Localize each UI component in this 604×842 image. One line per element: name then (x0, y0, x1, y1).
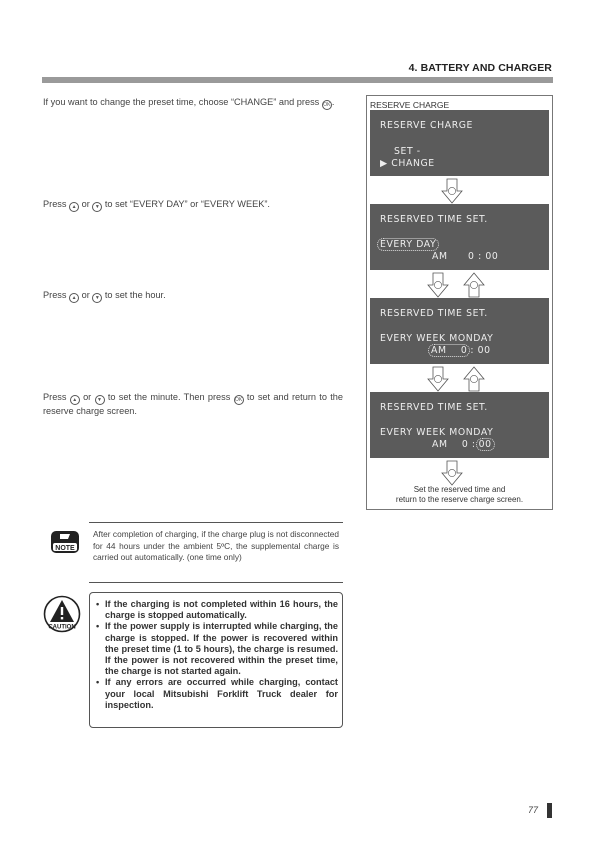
step-text: to set the minute. Then press (104, 392, 234, 402)
screen-line: 0 : 00 (468, 251, 499, 262)
panel-caption (367, 485, 552, 505)
step-3 (43, 289, 343, 303)
display-screen-minute (370, 392, 549, 458)
caution-list (96, 599, 338, 711)
caution-item: • If any errors are occurred while charging, contact your local Mitsubishi Forklift Truck dealer for inspection. (96, 677, 338, 711)
note-box (89, 522, 343, 583)
screen-line: RESERVED TIME SET. (380, 308, 488, 319)
svg-text:NOTE: NOTE (55, 545, 75, 552)
step-text: or (79, 199, 93, 209)
step-text: to set “EVERY DAY” or “EVERY WEEK”. (102, 199, 270, 209)
display-screen-every-day (370, 204, 549, 270)
caution-icon (43, 595, 81, 633)
header-divider (42, 77, 553, 83)
step-text: Press (43, 199, 70, 209)
up-button-icon: ▲ (70, 395, 80, 405)
ok-button-icon: OK (234, 397, 243, 403)
down-arrow-ok-icon (427, 272, 449, 298)
caption-line: return to the reserve charge screen. (395, 495, 524, 504)
display-screen-reserve-charge (370, 110, 549, 176)
screen-line: RESERVE CHARGE (380, 120, 474, 131)
up-button-icon: ▲ (69, 293, 79, 303)
screen-line: RESERVED TIME SET. (380, 214, 488, 225)
step-text: to set the hour. (102, 290, 166, 300)
caption-line: Set the reserved time and (413, 485, 506, 494)
reserve-charge-panel (366, 95, 553, 510)
page-number: 77 (528, 805, 539, 815)
screen-line: 0 : (461, 439, 476, 450)
screen-selection: 00 (476, 438, 495, 451)
caution-item: • If the power supply is interrupted while charging, the charge is stopped. If the power is recovered within the preset time (1 to 5 hours), the charge is resumed. If the power is not recovered within the preset time, the charge is not started again. (96, 621, 338, 677)
caution-box (89, 592, 343, 728)
down-arrow-ok-icon (441, 460, 463, 486)
down-button-icon: ▼ (92, 202, 102, 212)
step-1 (43, 96, 343, 110)
step-4 (43, 391, 343, 417)
note-icon (50, 530, 80, 554)
screen-selection: 0 (460, 345, 468, 356)
up-arrow-cancel-icon (463, 366, 485, 392)
step-text: or (79, 392, 95, 402)
screen-line: ▶ CHANGE (380, 158, 435, 169)
step-text: Press (43, 392, 70, 402)
step-text: Press (43, 290, 70, 300)
screen-am: AM (432, 439, 448, 450)
note-text: After completion of charging, if the charge plug is not disconnected for 44 hours under the ambient 5ºC, the supplemental charge is carried out automatically. (one time only) (93, 529, 339, 562)
down-button-icon: ▼ (95, 395, 105, 405)
section-title: 4. BATTERY AND CHARGER (408, 62, 552, 74)
page-marker (547, 803, 552, 818)
display-screen-hour (370, 298, 549, 364)
up-button-icon: ▲ (69, 202, 79, 212)
down-button-icon: ▼ (92, 293, 102, 303)
down-arrow-ok-icon (441, 178, 463, 204)
caution-item: • If the charging is not completed within 16 hours, the charge is stopped automatically. (96, 599, 338, 621)
step-text: If you want to change the preset time, choose “CHANGE” and press (43, 97, 322, 107)
screen-am: AM (431, 345, 447, 356)
panel-title: RESERVE CHARGE (370, 100, 450, 110)
screen-line: EVERY WEEK MONDAY (380, 333, 494, 344)
screen-line: : 00 (470, 345, 491, 356)
step-text: to set and return to the reserve charge screen. (43, 392, 343, 416)
screen-line: AM (432, 251, 448, 262)
screen-selection: EVERY DAY (377, 238, 439, 251)
svg-text:CAUTION: CAUTION (48, 624, 76, 631)
screen-line: RESERVED TIME SET. (380, 402, 488, 413)
screen-line: EVERY WEEK MONDAY (380, 427, 494, 438)
screen-line: SET - (394, 146, 421, 157)
up-arrow-cancel-icon (463, 272, 485, 298)
step-2 (43, 198, 343, 212)
ok-button-icon: OK (323, 102, 331, 108)
step-text: or (79, 290, 93, 300)
step-text: . (331, 97, 335, 107)
down-arrow-ok-icon (427, 366, 449, 392)
